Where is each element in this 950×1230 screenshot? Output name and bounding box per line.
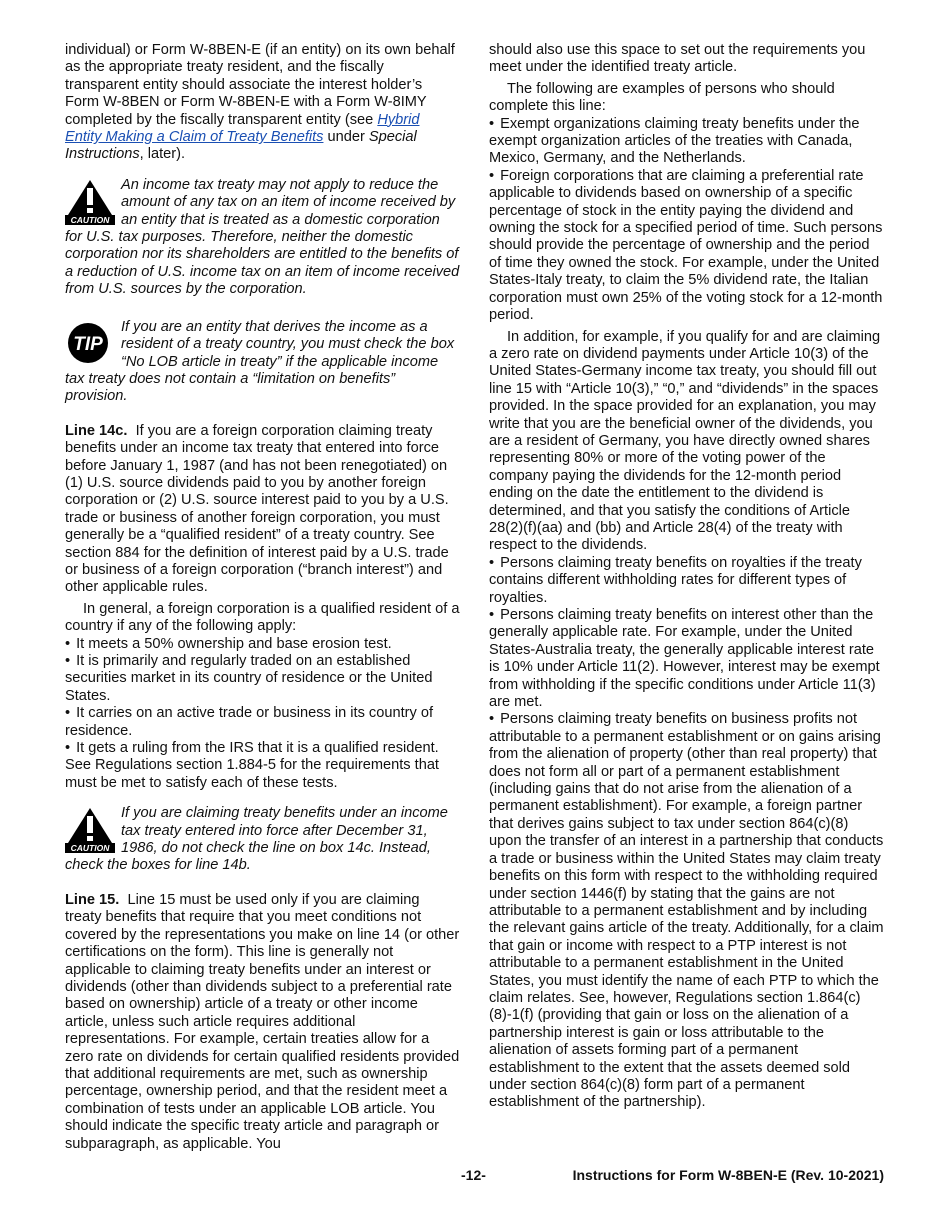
- list-item: • Persons claiming treaty benefits on business profits not attributable to a permanent establishment or on gains arising from the alienation of property (other than real property) that does not form all or part of a permanent establishment (including gains that do not arise from the alienation of a permanent establishment). For example, a foreign partner that derives gains subject to tax under section 864(c)(8) upon the transfer of an interest in a partnership that conducts a trade or business within the United States may claim treaty benefits on this form with respect to the withholding required under section 1446(f) by stating that the gains are not attributable to a permanent establishment and by including the relevant gains article of the treaty. Additionally, for a claim that gain or income with respect to a PTP interest is not attributable to a permanent establishment in the United States, you must identify the name of each PTP to which the claim relates. See, however, Regulations section 1.864(c)(8)-1(f) (providing that gain or loss on the alienation of a partnership interest is gain or loss attributable to the alienation of assets forming part of a permanent establishment to the extent that the assets deemed sold under section 864(c)(8) form part of a permanent establishment of the partnership).: [489, 711, 884, 1111]
- list-item: • Exempt organizations claiming treaty benefits under the exempt organization articles of the treaties with Canada, Mexico, Germany, and the Netherlands.: [489, 116, 884, 168]
- hybrid-entity-link[interactable]: Hybrid Entity Making a Claim of Treaty Benefits: [65, 111, 420, 146]
- examples-intro: The following are examples of persons who should complete this line:: [489, 80, 835, 115]
- list-item: • Foreign corporations that are claiming a preferential rate applicable to dividends based on ownership of a specific percentage of stock in the entity paying the dividend and owning the stock for a specified period of time. Such persons should provide the percentage of ownership and the period of time they owned the stock. For example, under the United States-Italy treaty, to claim the 5% dividend rate, the Italian corporation must own 25% of the voting stock for a 12-month period.: [489, 168, 884, 325]
- caution-label: CAUTION: [70, 214, 110, 225]
- right-column: [489, 42, 884, 1112]
- caution-label: CAUTION: [70, 843, 110, 854]
- left-column: [65, 42, 460, 1153]
- paragraph-continuation: should also use this space to set out the requirements you meet under the identified treaty article.: [489, 42, 866, 76]
- caution-icon: [65, 179, 115, 225]
- caution-note-2: CAUTION If you are claiming treaty benefits under an income tax treaty entered into force after December 31, 1986, do not check the line on box 14c. Instead, check the boxes for line 14b.: [65, 805, 448, 874]
- line-14c-heading: Line 14c.: [65, 422, 128, 439]
- paragraph-continuation: individual) or Form W-8BEN-E (if an entity) on its own behalf as the appropriate treaty resident, and the fiscally transparent entity should associate the interest holder’s Form W-8BEN or Form W-8BEN-E with a Form W-8IMY completed by the fiscally transparent entity (see Hybrid Entity Making a Claim of Treaty Benefits under Special Instructions, later).: [65, 42, 455, 163]
- caution-note-1: CAUTION An income tax treaty may not apply to reduce the amount of any tax on an item of income received by an entity that is treated as a domestic corporation for U.S. tax purposes. Therefore, neither the domestic corporation nor its shareholders are entitled to the benefits of a reduction of U.S. income tax on an item of income received from U.S. sources by the corporation.: [65, 176, 460, 298]
- line-15-paragraph: Line 15. Line 15 must be used only if you are claiming treaty benefits that require that you meet conditions not covered by the representations you make on line 14 (or other certifications on the form). This line is generally not applicable to claiming treaty benefits under an interest or dividends (other than dividends subject to a preferential rate based on ownership) article of a treaty or other income article, unless such article requires additional representations. For example, certain treaties allow for a zero rate on dividends for certain qualified residents provided that additional requirements are met, such as ownership percentage, ownership period, and that the resident meet a combination of tests under an applicable LOB article. You should indicate the specific treaty article and paragraph or subparagraph, as applicable. You: [65, 891, 460, 1152]
- tip-icon: [65, 321, 115, 367]
- page-number: -12-: [461, 1167, 486, 1183]
- list-item: • It meets a 50% ownership and base erosion test.: [65, 636, 460, 653]
- tip-note: TIP If you are an entity that derives the income as a resident of a treaty country, you must check the box “No LOB article in treaty” if the applicable income tax treaty does not contain a “limitation on benefits” provision.: [65, 318, 455, 405]
- line-15-heading: Line 15.: [65, 891, 120, 908]
- qualified-resident-intro: In general, a foreign corporation is a qualified resident of a country if any of the following apply:: [65, 600, 460, 635]
- caution-icon: [65, 807, 115, 853]
- list-item: • Persons claiming treaty benefits on royalties if the treaty contains different withholding rates for different types of royalties.: [489, 555, 884, 607]
- list-item: • It carries on an active trade or business in its country of residence.: [65, 705, 460, 740]
- document-title: Instructions for Form W-8BEN-E (Rev. 10-2021): [572, 1167, 884, 1183]
- list-item: • Persons claiming treaty benefits on interest other than the generally applicable rate. For example, under the United States-Australia treaty, the generally applicable interest rate is 10% under Article 11(2). However, interest may be exempt from withholding if the specific conditions under Article 11(3) are met.: [489, 607, 884, 711]
- tip-label: TIP: [73, 333, 103, 355]
- list-item: • It gets a ruling from the IRS that it is a qualified resident. See Regulations section 1.884-5 for the requirements that must be met to satisfy each of these tests.: [65, 740, 460, 792]
- line-14c-paragraph: Line 14c. If you are a foreign corporation claiming treaty benefits under an income tax treaty that entered into force before January 1, 1987 (and has not been renegotiated) on (1) U.S. source dividends paid to you by another foreign corporation or (2) U.S. source interest paid to you by a U.S. trade or business of another foreign corporation, you must generally be a “qualified resident” of a treaty country. See section 884 for the definition of interest paid by a U.S. trade or business of a foreign corporation (“branch interest”) and other applicable rules.: [65, 422, 449, 596]
- list-item: • It is primarily and regularly traded on an established securities market in its country of residence or the United States.: [65, 653, 460, 705]
- germany-example-paragraph: In addition, for example, if you qualify for and are claiming a zero rate on dividend payments under Article 10(3) of the United States-Germany income tax treaty, you should fill out line 15 with “Article 10(3),” “0,” and “dividends” in the spaces provided. In the space provided for an explanation, you may write that you are the beneficial owner of the dividends, you are a resident of Germany, you have directly owned shares representing 80% or more of the voting power of the company paying the dividends for the 12-month period ending on the date the entitlement to the dividend is determined, and that you satisfy the conditions of Article 28(2)(f)(aa) and (bb) and Article 28(4) of the treaty with respect to the dividends.: [489, 328, 881, 554]
